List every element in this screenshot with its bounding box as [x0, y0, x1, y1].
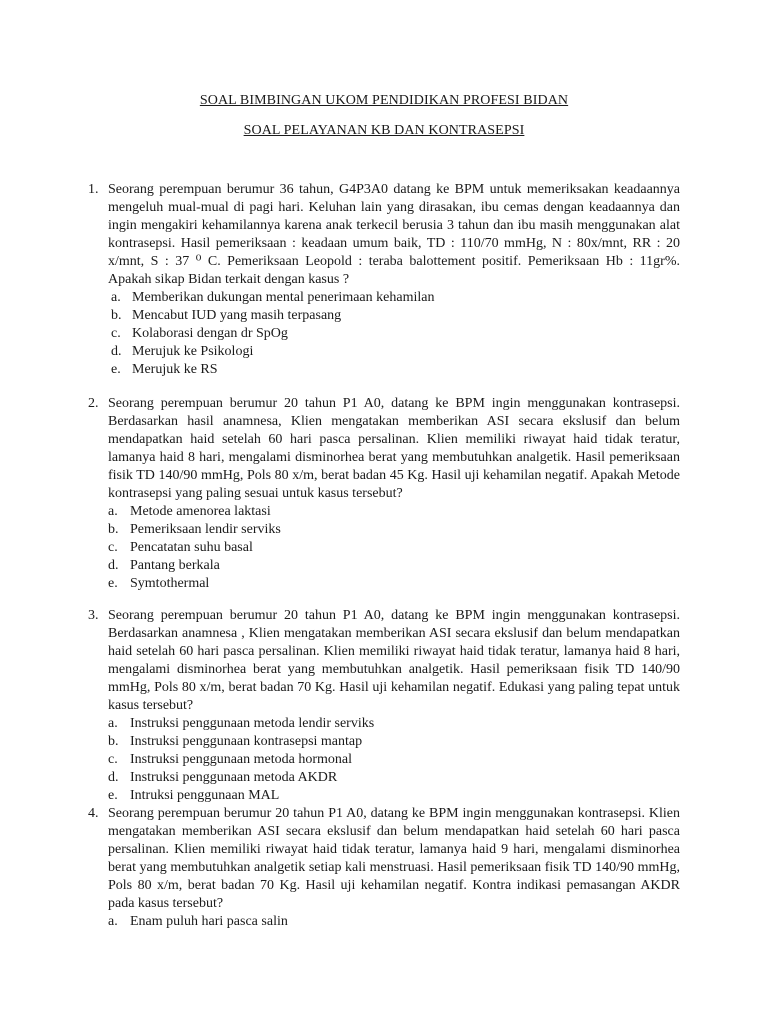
option-letter: a. — [108, 504, 118, 519]
option-b — [108, 733, 680, 751]
option-c — [108, 539, 680, 557]
option-e — [108, 575, 680, 593]
question-2 — [88, 395, 680, 593]
option-text: Metode amenorea laktasi — [130, 504, 271, 519]
option-letter: a. — [108, 914, 118, 929]
option-text: Merujuk ke RS — [132, 362, 218, 377]
option-e — [111, 361, 680, 379]
option-text: Pencatatan suhu basal — [130, 540, 253, 555]
option-letter: a. — [111, 290, 121, 305]
option-list — [108, 503, 680, 593]
question-number: 3. — [88, 608, 99, 623]
option-e — [108, 787, 680, 805]
question-1 — [88, 181, 680, 379]
option-text: Intruksi penggunaan MAL — [130, 788, 280, 803]
question-text: Seorang perempuan berumur 20 tahun P1 A0, datang ke BPM ingin menggunakan kontrasepsi. Berdasarkan anamnesa , Klien mengatakan memberikan ASI secara ekslusif dan belum mendapatkan haid setelah 60 hari pasca persalinan. Klien memiliki riwayat haid tidak teratur, lamanya haid 8 hari, mengalami disminorhea berat yang membutuhkan analgetik. Hasil pemeriksaan fisik TD 140/90 mmHg, Pols 80 x/m, berat badan 70 Kg. Hasil uji kehamilan negatif. Edukasi yang paling tepat untuk kasus tersebut? — [108, 608, 680, 713]
option-b — [111, 307, 680, 325]
option-letter: d. — [108, 770, 119, 785]
question-3 — [88, 607, 680, 805]
option-text: Kolaborasi dengan dr SpOg — [132, 326, 288, 341]
option-letter: b. — [108, 522, 119, 537]
question-text: Seorang perempuan berumur 20 tahun P1 A0, datang ke BPM ingin menggunakan kontrasepsi. Klien mengatakan memberikan ASI secara ekslusif dan belum mendapatkan haid setelah 60 hari pasca persalinan. Klien memiliki riwayat haid tidak teratur, lamanya haid 9 hari, mengalami disminorhea berat yang membutuhkan analgetik setiap kali menstruasi. Hasil pemeriksaan fisik TD 140/90 mmHg, Pols 80 x/m, berat badan 70 Kg. Hasil uji kehamilan negatif. Kontra indikasi pemasangan AKDR pada kasus tersebut? — [108, 806, 680, 911]
option-text: Merujuk ke Psikologi — [132, 344, 254, 359]
option-d — [108, 557, 680, 575]
option-list — [108, 715, 680, 805]
option-b — [108, 521, 680, 539]
option-letter: e. — [111, 362, 121, 377]
question-number: 1. — [88, 182, 99, 197]
question-number: 2. — [88, 396, 99, 411]
option-a — [108, 715, 680, 733]
option-text: Instruksi penggunaan metoda AKDR — [130, 770, 338, 785]
option-letter: c. — [108, 540, 118, 555]
document-title: SOAL BIMBINGAN UKOM PENDIDIKAN PROFESI BIDAN — [199, 93, 569, 108]
option-c — [111, 325, 680, 343]
option-text: Enam puluh hari pasca salin — [130, 914, 288, 929]
question-number: 4. — [88, 806, 99, 821]
option-text: Pemeriksaan lendir serviks — [130, 522, 281, 537]
option-d — [108, 769, 680, 787]
option-text: Memberikan dukungan mental penerimaan kehamilan — [132, 290, 435, 305]
option-text: Mencabut IUD yang masih terpasang — [132, 308, 342, 323]
document-subtitle: SOAL PELAYANAN KB DAN KONTRASEPSI — [243, 123, 525, 138]
option-letter: b. — [111, 308, 122, 323]
question-4 — [88, 805, 680, 931]
option-letter: d. — [108, 558, 119, 573]
option-text: Instruksi penggunaan metoda lendir serviks — [130, 716, 375, 731]
option-letter: d. — [111, 344, 122, 359]
question-text: Seorang perempuan berumur 36 tahun, G4P3A0 datang ke BPM untuk memeriksakan keadaannya mengeluh mual-mual di pagi hari. Keluhan lain yang dirasakan, ibu cemas dengan keadaannya dan ingin mengakiri kehamilannya karena anak terkecil berusia 3 tahun dan ibu masih menggunakan alat kontrasepsi. Hasil pemeriksaan : keadaan umum baik, TD : 110/70 mmHg, N : 80x/mnt, RR : 20 x/mnt, S : 37 ⁰ C. Pemeriksaan Leopold : teraba balottement positif. Pemeriksaan Hb : 11gr%. Apakah sikap Bidan terkait dengan kasus ? — [108, 182, 680, 287]
option-letter: c. — [108, 752, 118, 767]
option-letter: c. — [111, 326, 121, 341]
option-list — [111, 289, 680, 379]
option-text: Symtothermal — [130, 576, 210, 591]
option-letter: e. — [108, 576, 118, 591]
option-letter: e. — [108, 788, 118, 803]
option-text: Instruksi penggunaan metoda hormonal — [130, 752, 353, 767]
option-d — [111, 343, 680, 361]
option-c — [108, 751, 680, 769]
option-text: Pantang berkala — [130, 558, 220, 573]
question-text: Seorang perempuan berumur 20 tahun P1 A0, datang ke BPM ingin menggunakan kontrasepsi. Berdasarkan hasil anamnesa, Klien mengatakan memberikan ASI secara ekslusif dan belum mendapatkan haid setelah 60 hari pasca persalinan. Klien memiliki riwayat haid tidak teratur, lamanya haid 8 hari, mengalami disminorhea berat yang membutuhkan analgetik. Hasil pemeriksaan fisik TD 140/90 mmHg, Pols 80 x/m, berat badan 45 Kg. Hasil uji kehamilan negatif. Apakah Metode kontrasepsi yang paling sesuai untuk kasus tersebut? — [108, 396, 680, 501]
option-a — [108, 503, 680, 521]
option-text: Instruksi penggunaan kontrasepsi mantap — [130, 734, 363, 749]
option-letter: b. — [108, 734, 119, 749]
option-a — [111, 289, 680, 307]
option-letter: a. — [108, 716, 118, 731]
option-a — [108, 913, 680, 931]
option-list — [108, 913, 680, 931]
